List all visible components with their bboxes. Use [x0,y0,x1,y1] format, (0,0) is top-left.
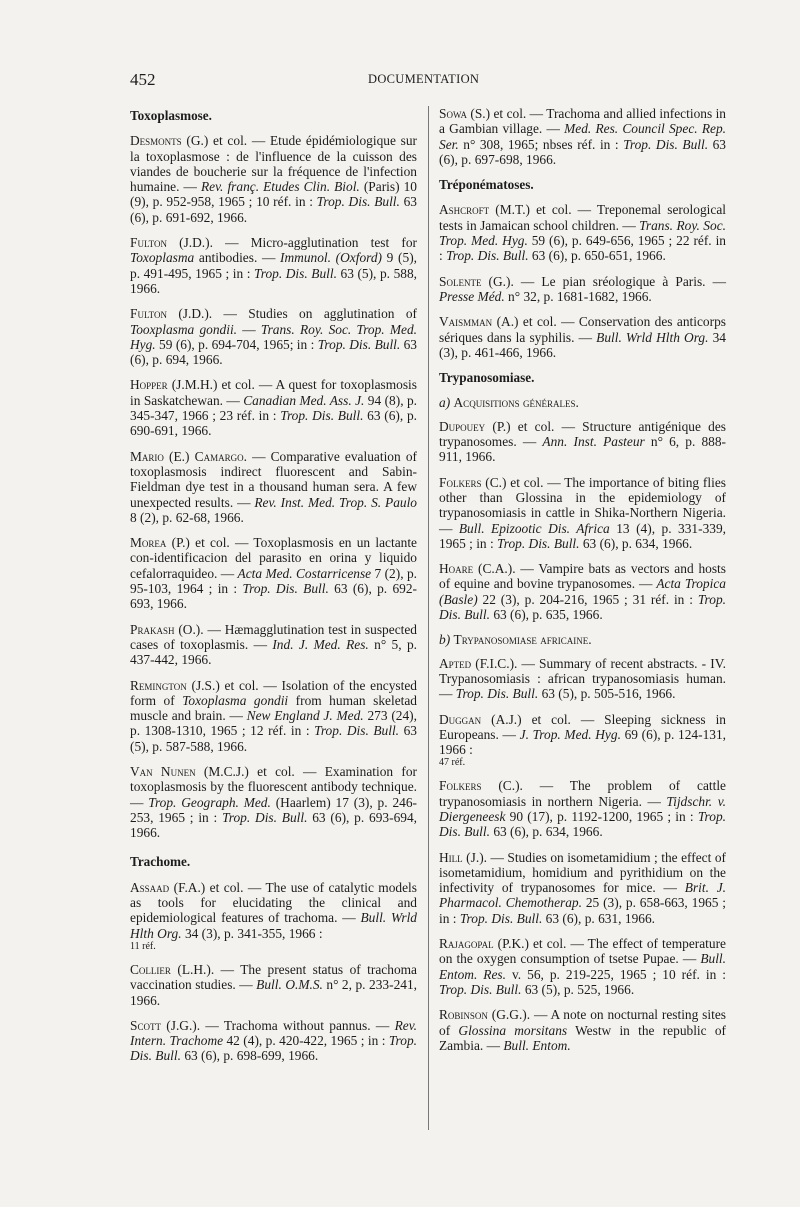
subsection-heading: a) Acquisitions générales. [439,395,579,411]
section-heading: Trachome. [130,854,191,870]
section-heading: Trypanosomiase. [439,370,535,386]
bibliography-entry: Duggan (A.J.) et col. — Sleeping sickness in Europeans. — J. Trop. Med. Hyg. 69 (6), p. 124-131, 1966 : 47 réf. [439,711,727,769]
bibliography-entry: Desmonts (G.) et col. — Etude épidémiologique sur la toxoplasmose : de l'influence de la cuisson des viandes de boucherie sur la fréquence de l'infection humaine. — Rev. franç. Etudes Clin. Biol. (Paris) 10 (9), p. 952-958, 1965 ; 10 réf. in : Trop. Dis. Bull. 63 (6), p. 691-692, 1966. [130,133,417,225]
bibliography-entry: Folkers (C.). — The problem of cattle trypanosomiasis in northern Nigeria. — Tijdschr. v. Diergeneesk 90 (17), p. 1192-1200, 1965 ; in : Trop. Dis. Bull. 63 (6), p. 634, 1966. [439,778,726,840]
bibliography-entry: Prakash (O.). — Hæmagglutination test in suspected cases of toxoplasmis. — Ind. J. Med. Res. n° 5, p. 437-442, 1966. [130,621,418,668]
bibliography-entry: Hopper (J.M.H.) et col. — A quest for toxoplasmosis in Saskatchewan. — Canadian Med. Ass. J. 94 (8), p. 345-347, 1966 ; 23 réf. in : Trop. Dis. Bull. 63 (6), p. 690-691, 1966. [130,377,417,439]
bibliography-entry: Collier (L.H.). — The present status of trachoma vaccination studies. — Bull. O.M.S. n° 2, p. 233-241, 1966. [130,961,417,1008]
left-column [130,106,417,1074]
column-divider [428,106,429,1130]
bibliography-entry: Ashcroft (M.T.) et col. — Treponemal serological tests in Jamaican school children. — Trans. Roy. Soc. Trop. Med. Hyg. 59 (6), p. 649-656, 1965 ; 22 réf. in : Trop. Dis. Bull. 63 (6), p. 650-651, 1966. [439,202,726,264]
bibliography-entry: Fulton (J.D.). — Studies on agglutination of Tooxplasma gondii. — Trans. Roy. Soc. Trop. Med. Hyg. 59 (6), p. 694-704, 1965; in : Trop. Dis. Bull. 63 (6), p. 694, 1966. [130,306,418,368]
bibliography-entry: Rajagopal (P.K.) et col. — The effect of temperature on the oxygen consumption of tsetse Pupae. — Bull. Entom. Res. v. 56, p. 219-225, 1965 ; 10 réf. in : Trop. Dis. Bull. 63 (5), p. 525, 1966. [439,936,726,997]
section-heading: Tréponématoses. [439,177,534,193]
bibliography-entry: Robinson (G.G.). — A note on nocturnal resting sites of Glossina morsitans Westw in the republic of Zambia. — Bull. Entom. [439,1007,726,1053]
running-title: DOCUMENTATION [368,72,480,86]
page-number: 452 [130,70,156,89]
bibliography-entry: Dupouey (P.) et col. — Structure antigénique des trypanosomes. — Ann. Inst. Pasteur n° 6, p. 888-911, 1966. [439,418,727,465]
subsection-heading: b) Trypanosomiase africaine. [439,632,592,648]
bibliography-entry: Apted (F.I.C.). — Summary of recent abstracts. - IV. Trypanosomiasis : african trypanosomiasis human. — Trop. Dis. Bull. 63 (5), p. 505-516, 1966. [439,655,726,702]
section-heading: Toxoplasmose. [130,108,212,123]
bibliography-entry: Mario (E.) Camargo. — Comparative evaluation of toxoplasmosis indirect fluorescent and Sabin-Fieldman dye test in a thousand human sera. A few unexpected results. — Rev. Inst. Med. Trop. S. Paulo 8 (2), p. 62-68, 1966. [130,448,418,525]
bibliography-entry: Van Nunen (M.C.J.) et col. — Examination for toxoplasmosis by the fluorescent antibody technique. — Trop. Geograph. Med. (Haarlem) 17 (3), p. 246-253, 1965 ; in : Trop. Dis. Bull. 63 (6), p. 693-694, 1966. [130,763,418,841]
bibliography-entry: Fulton (J.D.). — Micro-agglutination test for Toxoplasma antibodies. — Immunol. (Oxford) 9 (5), p. 491-495, 1965 ; in : Trop. Dis. Bull. 63 (5), p. 588, 1966. [130,235,418,296]
bibliography-entry: Vaismman (A.) et col. — Conservation des anticorps sériques dans la syphilis. — Bull. Wrld Hlth Org. 34 (3), p. 461-466, 1966. [439,314,726,360]
bibliography-entry: Scott (J.G.). — Trachoma without pannus. — Rev. Intern. Trachome 42 (4), p. 420-422, 1965 ; in : Trop. Dis. Bull. 63 (6), p. 698-699, 1966. [130,1017,418,1064]
bibliography-entry: Sowa (S.) et col. — Trachoma and allied infections in a Gambian village. — Med. Res. Council Spec. Rep. Ser. n° 308, 1965; nbses réf. in : Trop. Dis. Bull. 63 (6), p. 697-698, 1966. [439,106,726,167]
bibliography-entry: Hoare (C.A.). — Vampire bats as vectors and hosts of equine and bovine trypanosomes. — Acta Tropica (Basle) 22 (3), p. 204-216, 1965 ; 31 réf. in : Trop. Dis. Bull. 63 (6), p. 635, 1966. [439,561,726,623]
bibliography-entry: Morea (P.) et col. — Toxoplasmosis en un lactante con-identificacion del parasito en orina y liquido cefalorraquideo. — Acta Med. Costarricense 7 (2), p. 95-103, 1964 ; in : Trop. Dis. Bull. 63 (6), p. 692-693, 1966. [130,535,417,612]
bibliography-entry: Assaad (F.A.) et col. — The use of catalytic models as tools for elucidating the clinical and epidemiological features of trachoma. — Bull. Wrld Hlth Org. 34 (3), p. 341-355, 1966 : 11 réf. [130,879,417,952]
bibliography-entry: Remington (J.S.) et col. — Isolation of the encysted form of Toxoplasma gondii from human skeletad muscle and brain. — New England J. Med. 273 (24), p. 1308-1310, 1965 ; 12 réf. in : Trop. Dis. Bull. 63 (5), p. 587-588, 1966. [130,677,417,754]
bibliography-entry: Solente (G.). — Le pian sréologique à Paris. — Presse Méd. n° 32, p. 1681-1682, 1966. [439,273,726,304]
bibliography-entry: Folkers (C.) et col. — The importance of biting flies other than Glossina in the epidemiology of trypanosomiasis in cattle in Shika-Northern Nigeria. — Bull. Epizootic Dis. Africa 13 (4), p. 331-339, 1965 ; in : Trop. Dis. Bull. 63 (6), p. 634, 1966. [439,474,727,551]
bibliography-entry: Hill (J.). — Studies on isometamidium ; the effect of isometamidium, homidium and pyrithidium on the infectivity of trypanosomes for mice. — Brit. J. Pharmacol. Chemotherap. 25 (3), p. 658-663, 1965 ; in : Trop. Dis. Bull. 63 (6), p. 631, 1966. [439,849,727,926]
right-column [439,106,726,1063]
